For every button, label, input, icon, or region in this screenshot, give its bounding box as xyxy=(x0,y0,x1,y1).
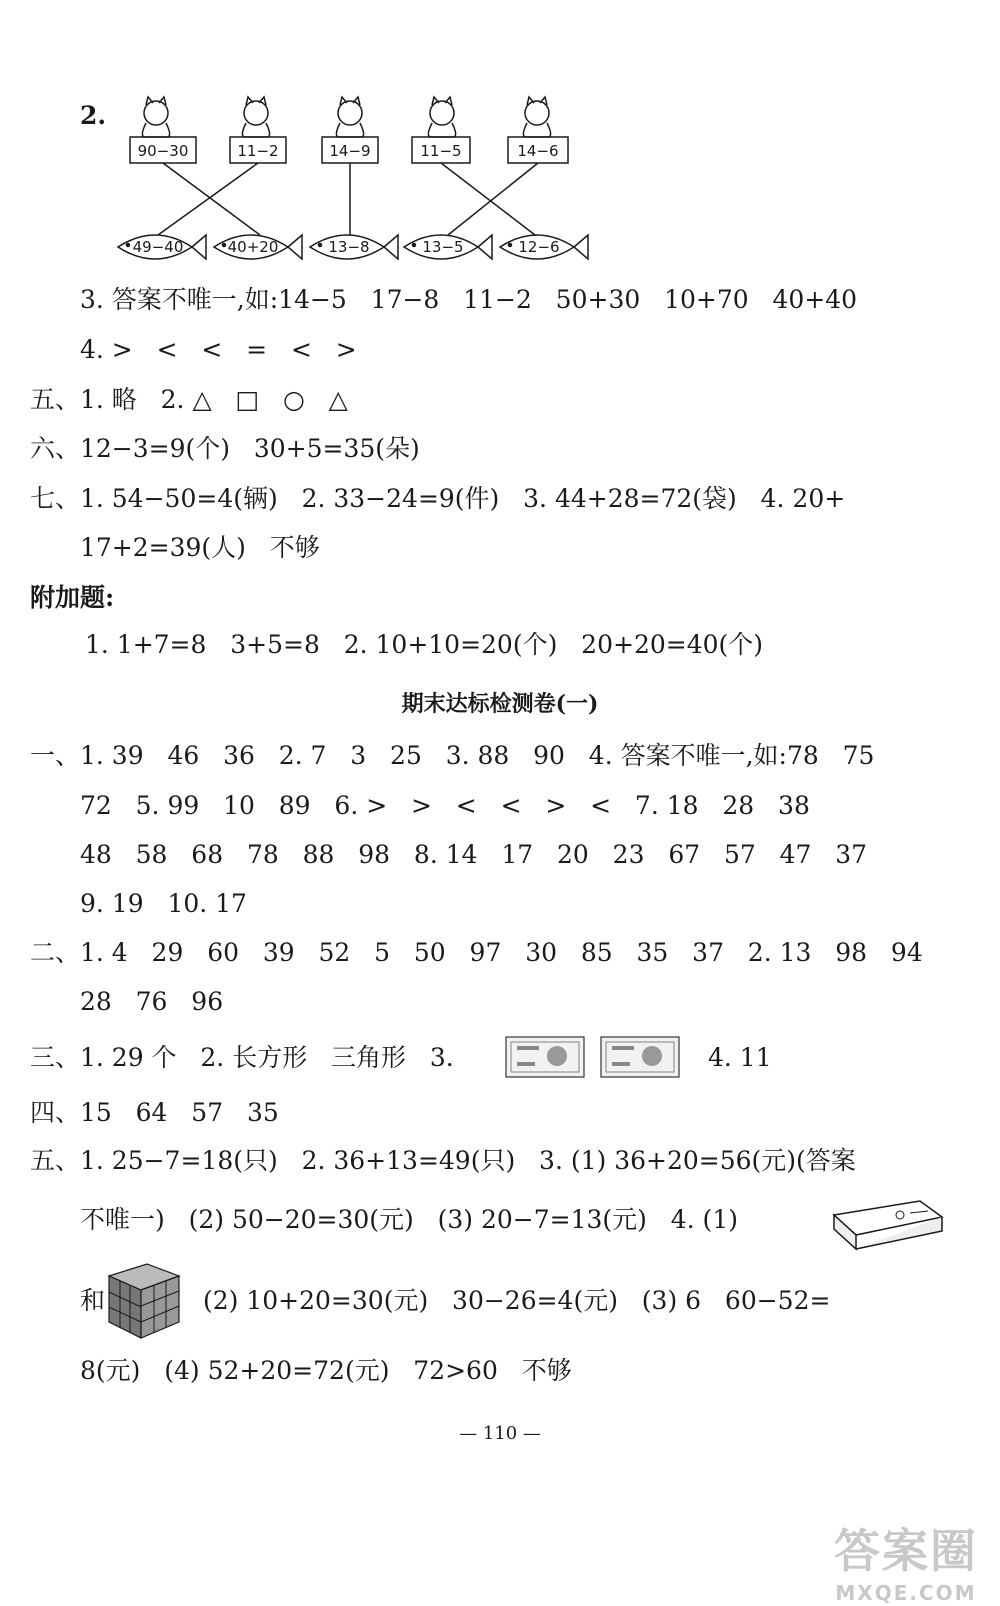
fish-text: 49−40 xyxy=(132,238,184,256)
answer-line: 四、15 64 57 35 xyxy=(30,1098,279,1127)
cat-icon xyxy=(336,97,363,137)
watermark-url: MXQE.COM xyxy=(835,1581,977,1605)
answer-line: 8(元) (4) 52+20=72(元) 72>60 不够 xyxy=(80,1356,572,1385)
answer-line: 48 58 68 78 88 98 8. 14 17 20 23 67 57 47 37 xyxy=(80,840,868,869)
card-text: 11−2 xyxy=(237,142,279,160)
q2-label: 2. xyxy=(80,101,107,130)
fish-text: 40+20 xyxy=(227,238,279,256)
banknote-icon xyxy=(505,1036,585,1078)
cat-icon xyxy=(142,97,169,137)
answer-line: 17+2=39(人) 不够 xyxy=(80,533,320,562)
answer-line: 72 5. 99 10 89 6. > > < < > < 7. 18 28 38 xyxy=(80,791,810,820)
card-text: 11−5 xyxy=(420,142,462,160)
rubiks-cube-icon xyxy=(103,1260,183,1342)
banknote-icon xyxy=(600,1036,680,1078)
answer-line: (2) 10+20=30(元) 30−26=4(元) (3) 6 60−52= xyxy=(203,1286,831,1315)
answer-line: 二、1. 4 29 60 39 52 5 50 97 30 85 35 37 2. 13 98 94 xyxy=(30,938,923,967)
answer-line: 不唯一) (2) 50−20=30(元) (3) 20−7=13(元) 4. (1) xyxy=(80,1205,738,1234)
card-text: 14−9 xyxy=(329,142,371,160)
answer-line: 三、1. 29 个 2. 长方形 三角形 3. xyxy=(30,1043,454,1072)
cat-icon xyxy=(428,97,455,137)
answer-line: 3. 答案不唯一,如:14−5 17−8 11−2 50+30 10+70 40+40 xyxy=(80,285,858,314)
answer-line: 1. 1+7=8 3+5=8 2. 10+10=20(个) 20+20=40(个) xyxy=(85,630,764,659)
answer-line: 一、1. 39 46 36 2. 7 3 25 3. 88 90 4. 答案不唯一,如:78 75 xyxy=(30,741,875,770)
answer-line: 五、1. 略 2. △ □ ○ △ xyxy=(30,385,348,414)
cat-icon xyxy=(523,97,550,137)
answer-line: 七、1. 54−50=4(辆) 2. 33−24=9(件) 3. 44+28=72(袋) 4. 20+ xyxy=(30,484,846,513)
answer-line: 4. > < < = < > xyxy=(80,335,357,364)
section-heading: 附加题: xyxy=(30,583,115,612)
watermark-logo xyxy=(834,1515,978,1605)
pencil-case-icon xyxy=(830,1195,945,1255)
card-text: 14−6 xyxy=(517,142,559,160)
watermark-text: 答案圈 xyxy=(834,1524,978,1578)
answer-line: 28 76 96 xyxy=(80,987,224,1016)
answer-line: 4. 11 xyxy=(708,1043,772,1072)
answer-line: 五、1. 25−7=18(只) 2. 36+13=49(只) 3. (1) 36+20=56(元)(答案 xyxy=(30,1146,856,1175)
fish-text: 12−6 xyxy=(518,238,560,256)
answer-line: 9. 19 10. 17 xyxy=(80,889,247,918)
matching-diagram xyxy=(110,95,630,275)
fish-text: 13−5 xyxy=(422,238,464,256)
answer-line: 和 xyxy=(80,1286,106,1315)
page-title: 期末达标检测卷(一) xyxy=(401,691,599,717)
page-number: — 110 — xyxy=(459,1423,541,1444)
cat-icon xyxy=(242,97,269,137)
fish-text: 13−8 xyxy=(328,238,370,256)
card-text: 90−30 xyxy=(137,142,189,160)
answer-line: 六、12−3=9(个) 30+5=35(朵) xyxy=(30,434,420,463)
